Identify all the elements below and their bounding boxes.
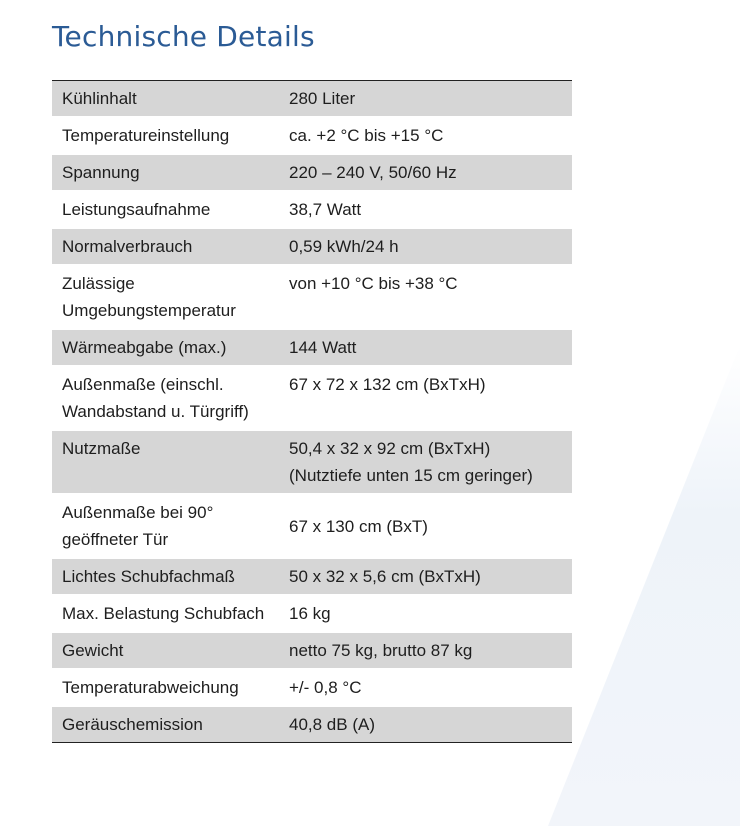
table-row — [52, 329, 572, 366]
row-value: 50,4 x 32 x 92 cm (BxTxH) (Nutztiefe unten 15 cm geringer) — [279, 430, 572, 494]
table-row — [52, 154, 572, 191]
table-row — [52, 494, 572, 558]
table-row — [52, 669, 572, 706]
row-value: 220 – 240 V, 50/60 Hz — [279, 154, 572, 191]
spec-table — [52, 80, 572, 743]
row-label: Max. Belastung Schubfach — [52, 595, 279, 632]
row-label: Spannung — [52, 154, 279, 191]
table-row — [52, 191, 572, 228]
table-row — [52, 430, 572, 494]
row-label: Leistungsaufnahme — [52, 191, 279, 228]
row-label: Temperatureinstellung — [52, 117, 279, 154]
table-row — [52, 117, 572, 154]
row-value: +/- 0,8 °C — [279, 669, 572, 706]
row-label: Gewicht — [52, 632, 279, 669]
page-title: Technische Details — [52, 20, 315, 53]
row-value: 16 kg — [279, 595, 572, 632]
table-row — [52, 558, 572, 595]
table-row — [52, 706, 572, 743]
row-label: Außenmaße bei 90° geöffneter Tür — [52, 494, 279, 558]
row-label: Geräuschemission — [52, 706, 279, 743]
row-value: 67 x 130 cm (BxT) — [279, 494, 572, 558]
row-value: 50 x 32 x 5,6 cm (BxTxH) — [279, 558, 572, 595]
row-label: Kühlinhalt — [52, 81, 279, 118]
row-value: 0,59 kWh/24 h — [279, 228, 572, 265]
row-label: Zulässige Umgebungstemperatur — [52, 265, 279, 329]
table-row — [52, 632, 572, 669]
row-label: Wärmeabgabe (max.) — [52, 329, 279, 366]
row-label: Normalverbrauch — [52, 228, 279, 265]
row-value: von +10 °C bis +38 °C — [279, 265, 572, 329]
table-row — [52, 265, 572, 329]
table-row — [52, 81, 572, 118]
table-row — [52, 228, 572, 265]
row-label: Temperaturabweichung — [52, 669, 279, 706]
row-value: ca. +2 °C bis +15 °C — [279, 117, 572, 154]
row-value: 144 Watt — [279, 329, 572, 366]
table-row — [52, 595, 572, 632]
row-value: 38,7 Watt — [279, 191, 572, 228]
row-value: netto 75 kg, brutto 87 kg — [279, 632, 572, 669]
row-label: Lichtes Schubfachmaß — [52, 558, 279, 595]
row-label: Außenmaße (einschl. Wandabstand u. Türgriff) — [52, 366, 279, 430]
row-label: Nutzmaße — [52, 430, 279, 494]
table-row — [52, 366, 572, 430]
row-value: 67 x 72 x 132 cm (BxTxH) — [279, 366, 572, 430]
row-value: 280 Liter — [279, 81, 572, 118]
row-value: 40,8 dB (A) — [279, 706, 572, 743]
